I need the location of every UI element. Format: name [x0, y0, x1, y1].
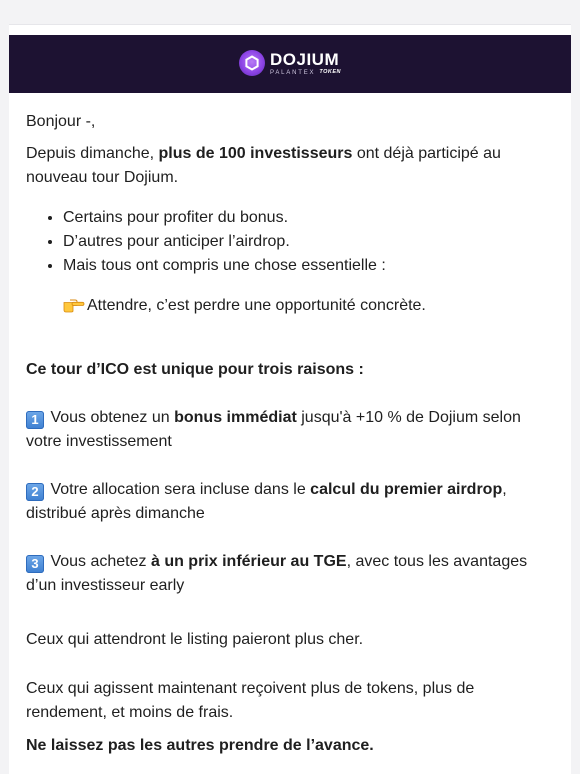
list-item: • Certains pour profiter du bonus. [63, 206, 386, 230]
bullet-list [26, 206, 386, 278]
dojium-logo[interactable] [239, 50, 341, 76]
logo-name: DOJIUM [270, 49, 340, 69]
keycap-3-icon: 3 [26, 555, 44, 573]
logo-subtitle-token: TOKEN [319, 68, 341, 75]
reason-item: 3 Vous achetez à un prix inférieur au TGE, avec tous les avantages d’un investisseur early [26, 553, 528, 594]
logo-subtitle-palantex: PALANTEX [270, 69, 316, 76]
reason-item: 2 Votre allocation sera incluse dans le calcul du premier airdrop, distribué après dimanche [26, 481, 507, 522]
intro-paragraph: Depuis dimanche, plus de 100 investisseurs ont déjà participé au nouveau tour Dojium. [26, 145, 501, 186]
greeting-text: Bonjour -, [26, 113, 96, 130]
keycap-1-icon: 1 [26, 411, 44, 429]
callout-text: Attendre, c’est perdre une opportunité concrète. [87, 297, 426, 314]
list-item: • D’autres pour anticiper l’airdrop. [63, 230, 386, 254]
callout-line [63, 294, 426, 318]
pointing-hand-icon [63, 297, 85, 313]
email-header-banner [9, 35, 571, 93]
section-title: Ce tour d’ICO est unique pour trois raisons : [26, 361, 364, 378]
keycap-2-icon: 2 [26, 483, 44, 501]
dojium-logo-icon [239, 50, 265, 76]
intro-highlight: plus de 100 investisseurs [158, 145, 353, 162]
closing-call-to-action: Ne laissez pas les autres prendre de l’avance. [26, 737, 374, 754]
closing-line-2: Ceux qui agissent maintenant reçoivent plus de tokens, plus de rendement, et moins de frais. [26, 680, 475, 721]
list-item: • Mais tous ont compris une chose essentielle : [63, 254, 386, 278]
email-card [9, 24, 571, 774]
reason-item: 1 Vous obtenez un bonus immédiat jusqu'à +10 % de Dojium selon votre investissement [26, 409, 521, 450]
closing-line-1: Ceux qui attendront le listing paieront plus cher. [26, 631, 364, 648]
